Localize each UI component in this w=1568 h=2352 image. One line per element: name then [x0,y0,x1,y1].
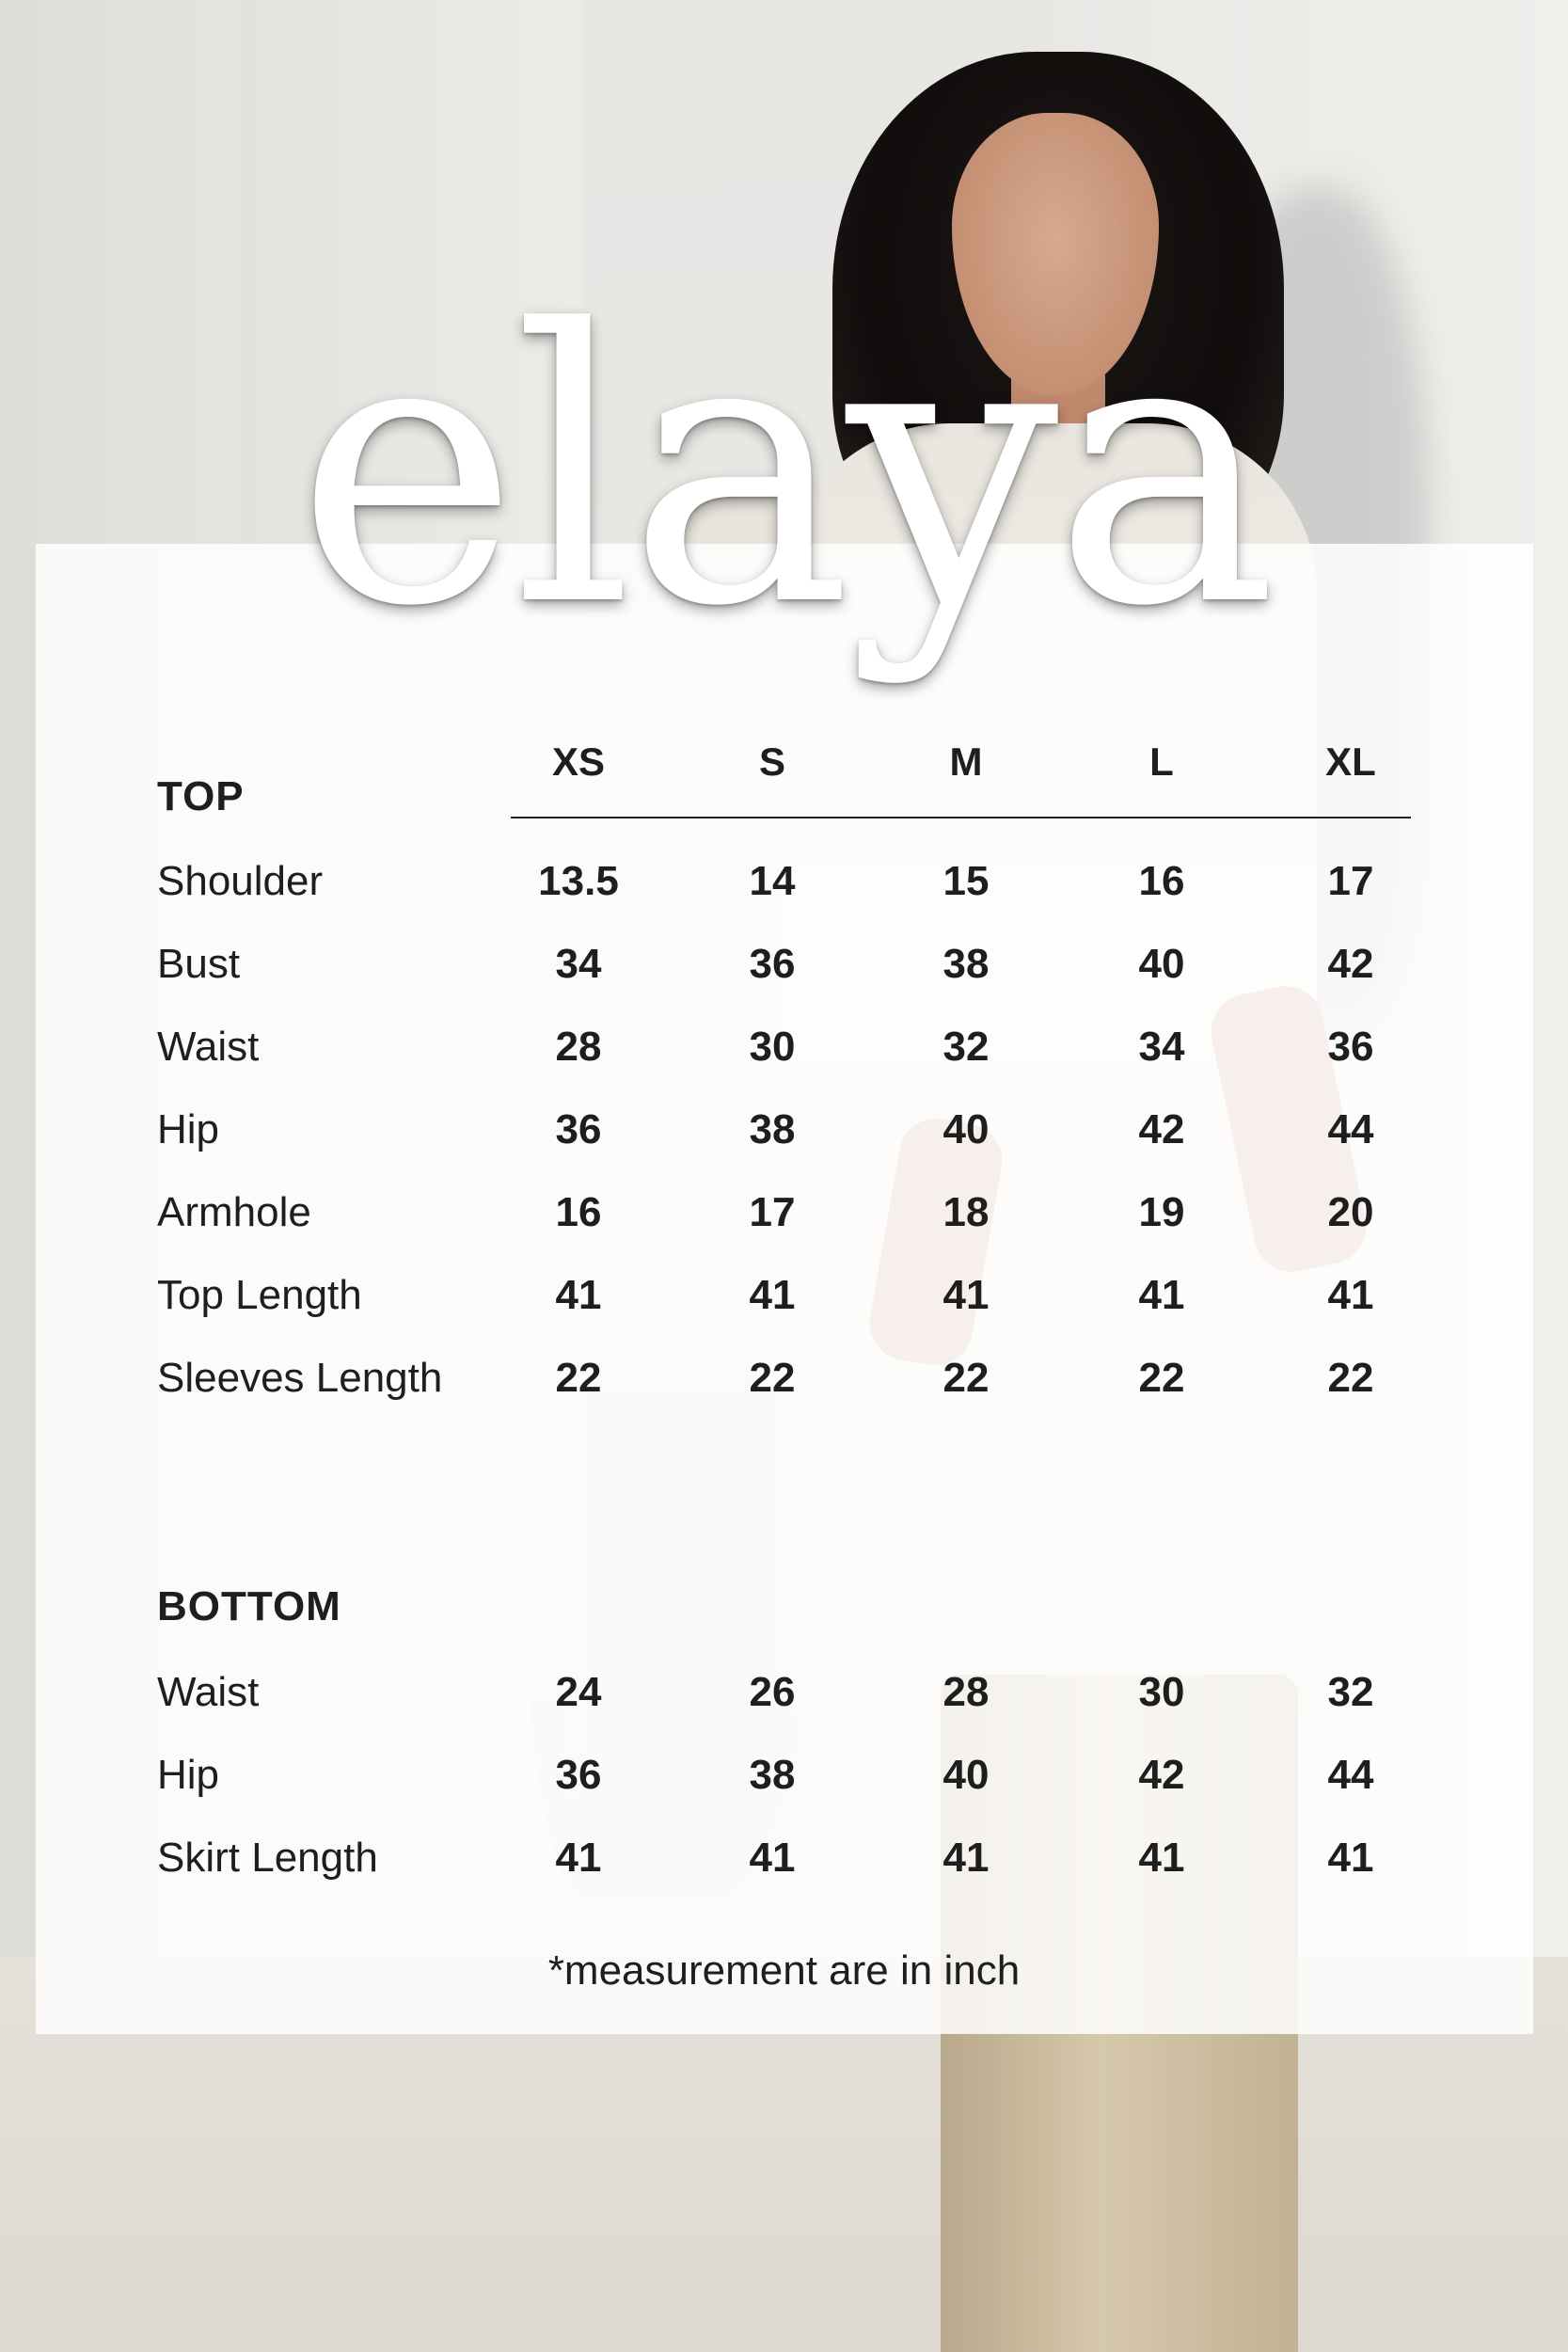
measurement-cell: 22 [749,1355,796,1401]
measurement-cell: 28 [555,1024,602,1070]
size-header: XS [551,739,606,784]
measurement-cell: 44 [1327,1752,1374,1798]
measurement-cell: 41 [1327,1272,1374,1318]
measurement-cell: 42 [1327,941,1374,987]
measurement-cell: 41 [1138,1272,1185,1318]
measurement-cell: 15 [942,858,990,904]
measurement-cell: 17 [749,1189,796,1235]
measurement-cell: 40 [942,1752,990,1798]
brand-logo: elaya [295,251,1273,689]
measurement-cell: 28 [942,1669,990,1715]
measurement-cell: 41 [555,1272,602,1318]
measurement-cell: 41 [749,1272,796,1318]
measurement-cell: 24 [555,1669,602,1715]
measurement-cell: 22 [1138,1355,1185,1401]
measurement-cell: 34 [555,941,602,987]
measurement-cell: 38 [749,1106,796,1152]
row-label: Waist [157,1024,260,1070]
size-header: S [758,739,786,784]
measurement-cell: 13.5 [538,858,619,904]
row-label: Armhole [157,1189,311,1235]
measurement-note: *measurement are in inch [547,1947,1021,1994]
measurement-cell: 40 [1138,941,1185,987]
measurement-cell: 16 [1138,858,1185,904]
row-label: Hip [157,1752,220,1798]
measurement-cell: 16 [555,1189,602,1235]
measurement-cell: 30 [749,1024,796,1070]
measurement-cell: 41 [555,1835,602,1881]
measurement-cell: 36 [1327,1024,1374,1070]
measurement-cell: 36 [555,1752,602,1798]
row-label: Waist [157,1669,260,1715]
measurement-cell: 32 [942,1024,990,1070]
measurement-cell: 36 [555,1106,602,1152]
measurement-cell: 41 [942,1272,990,1318]
measurement-cell: 38 [749,1752,796,1798]
row-label: Top Length [157,1272,362,1318]
measurement-cell: 38 [942,941,990,987]
measurement-cell: 44 [1327,1106,1374,1152]
size-header: XL [1325,739,1376,784]
measurement-cell: 41 [1138,1835,1185,1881]
measurement-cell: 26 [749,1669,796,1715]
measurement-cell: 22 [942,1355,990,1401]
measurement-cell: 42 [1138,1106,1185,1152]
measurement-cell: 42 [1138,1752,1185,1798]
measurement-cell: 17 [1327,858,1374,904]
size-header: M [949,739,983,784]
measurement-cell: 30 [1138,1669,1185,1715]
size-header: L [1149,739,1174,784]
section-title-bottom: BOTTOM [157,1583,341,1629]
measurement-cell: 22 [555,1355,602,1401]
measurement-cell: 36 [749,941,796,987]
row-label: Shoulder [157,858,324,904]
section-title-top: TOP [157,773,245,819]
measurement-cell: 14 [749,858,796,904]
header-divider [511,817,1411,818]
row-label: Hip [157,1106,220,1152]
row-label: Skirt Length [157,1835,378,1881]
row-label: Bust [157,941,241,987]
measurement-cell: 18 [942,1189,990,1235]
measurement-cell: 19 [1138,1189,1185,1235]
measurement-cell: 20 [1327,1189,1374,1235]
measurement-cell: 22 [1327,1355,1374,1401]
measurement-cell: 41 [942,1835,990,1881]
measurement-cell: 32 [1327,1669,1374,1715]
measurement-cell: 34 [1138,1024,1185,1070]
row-label: Sleeves Length [157,1355,443,1401]
measurement-cell: 40 [942,1106,990,1152]
measurement-cell: 41 [749,1835,796,1881]
measurement-cell: 41 [1327,1835,1374,1881]
